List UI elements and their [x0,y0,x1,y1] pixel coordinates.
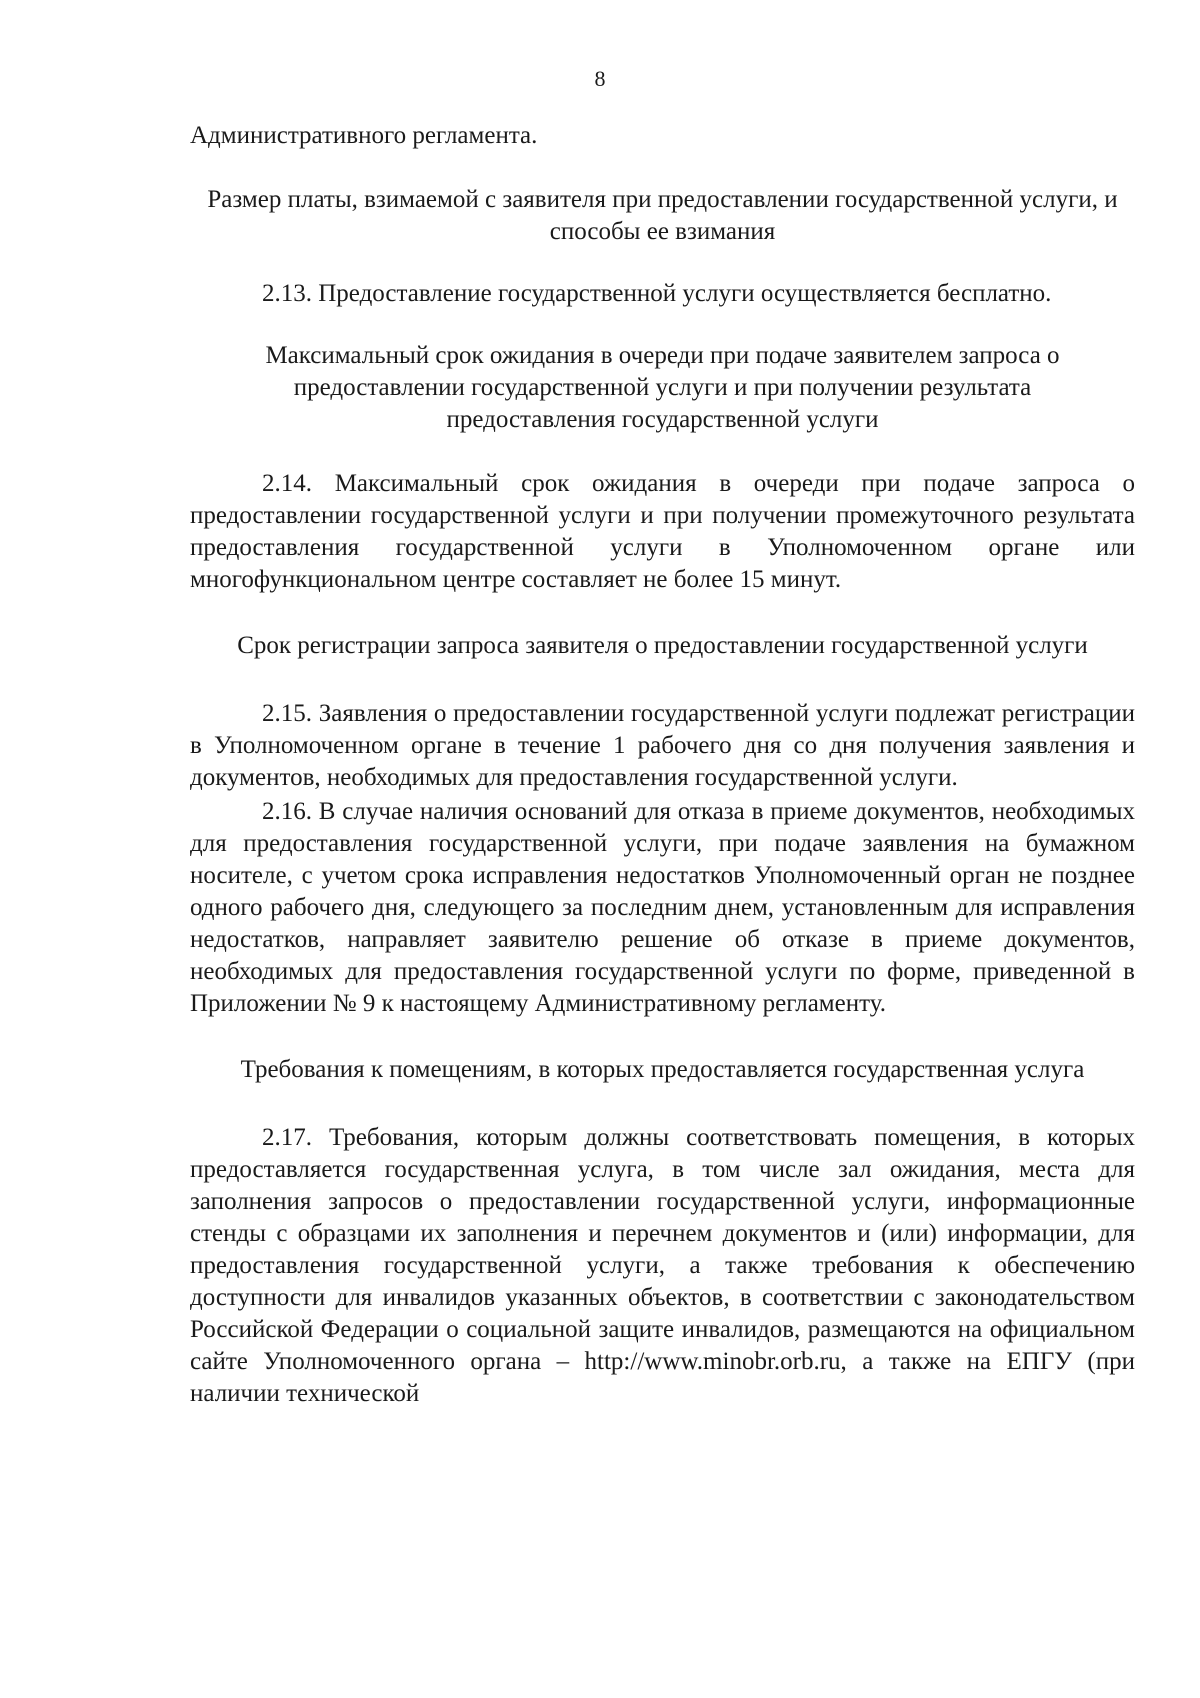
paragraph-2-13: 2.13. Предоставление государственной услуги осуществляется бесплатно. [262,280,1052,307]
paragraph-2-15: 2.15. Заявления о предоставлении государственной услуги подлежат регистрации в Уполномоченном органе в течение 1 рабочего дня со дня получения заявления и документов, необходимых для предоставления государственной услуги. [190,700,1135,791]
section-heading-queue: Максимальный срок ожидания в очереди при подаче заявителем запроса о предоставлении государственной услуги и при получении результата предоставления государственной услуги [265,342,1060,433]
document-body [190,120,1135,1410]
page-number: 8 [594,66,606,91]
continuation-text: Административного регламента. [190,122,538,149]
paragraph-2-17: 2.17. Требования, которым должны соответствовать помещения, в которых предоставляется государственная услуга, в том числе зал ожидания, места для заполнения запросов о предоставлении государственной услуги, информационные стенды с образцами их заполнения и перечнем документов и (или) информации, для предоставления государственной услуги, а также требования к обеспечению доступности для инвалидов указанных объектов, в соответствии с законодательством Российской Федерации о социальной защите инвалидов, размещаются на официальном сайте Уполномоченного органа – http://www.minobr.orb.ru, а также на ЕПГУ (при наличии технической [190,1124,1135,1407]
section-heading-registration: Срок регистрации запроса заявителя о предоставлении государственной услуги [237,632,1088,659]
paragraph-2-16: 2.16. В случае наличия оснований для отказа в приеме документов, необходимых для предоставления государственной услуги, при подаче заявления на бумажном носителе, с учетом срока исправления недостатков Уполномоченный орган не позднее одного рабочего дня, следующего за последним днем, установленным для исправления недостатков, направляет заявителю решение об отказе в приеме документов, необходимых для предоставления государственной услуги по форме, приведенной в Приложении № 9 к настоящему Административному регламенту. [190,798,1135,1017]
paragraph-2-14: 2.14. Максимальный срок ожидания в очереди при подаче запроса о предоставлении государственной услуги и при получении промежуточного результата предоставления государственной услуги в Уполномоченном органе или многофункциональном центре составляет не более 15 минут. [190,470,1135,593]
section-heading-premises: Требования к помещениям, в которых предоставляется государственная услуга [240,1056,1085,1083]
section-heading-fee: Размер платы, взимаемой с заявителя при предоставлении государственной услуги, и способы ее взимания [207,186,1118,245]
